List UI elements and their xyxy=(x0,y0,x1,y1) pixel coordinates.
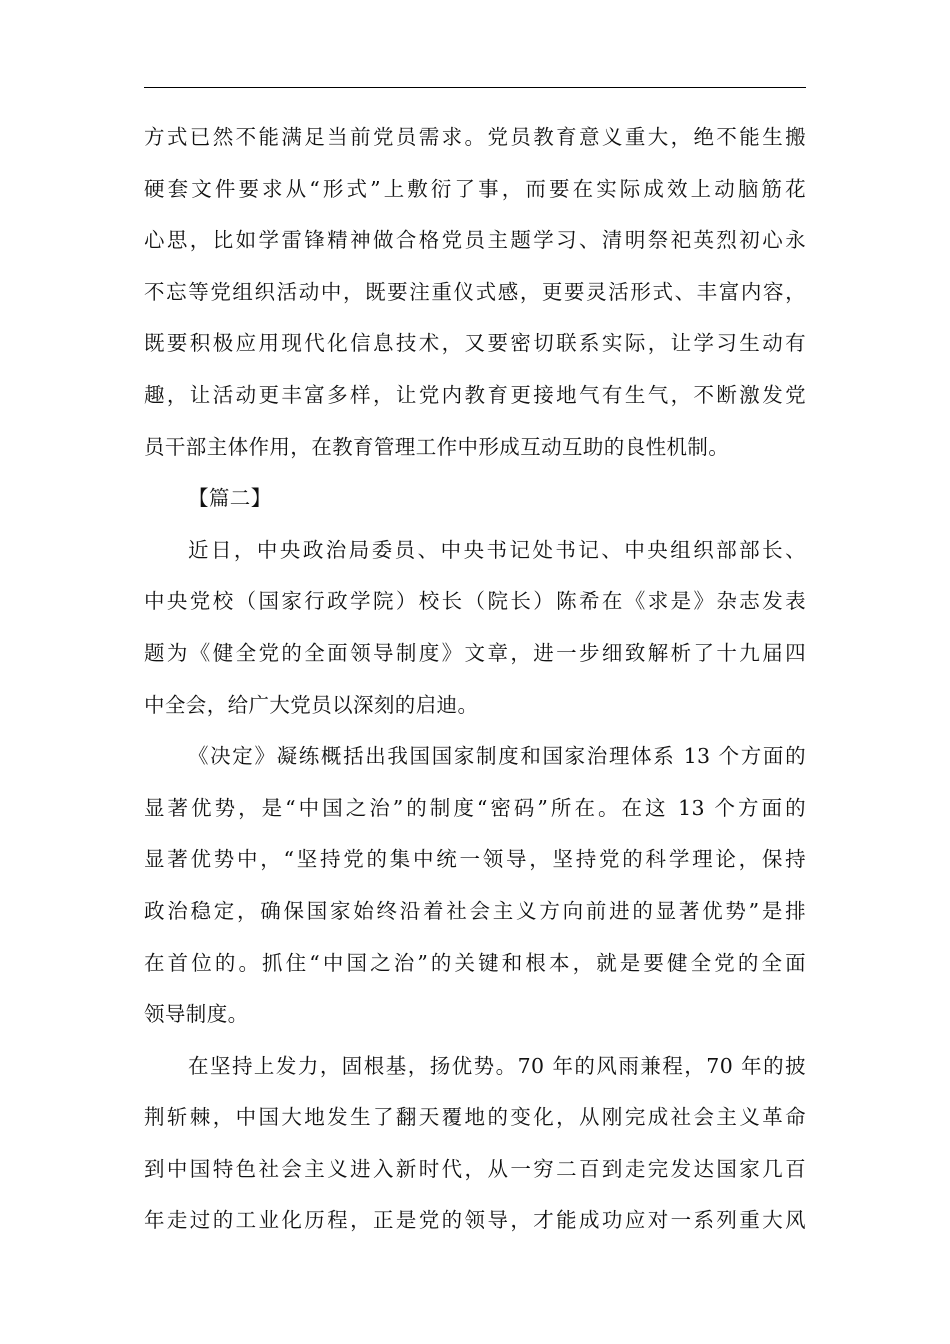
text-line: 荆斩棘，中国大地发生了翻天覆地的变化，从刚完成社会主义革命 xyxy=(144,1105,806,1130)
text-line: 员干部主体作用，在教育管理工作中形成互动互助的良性机制。 xyxy=(144,434,730,459)
text-line: 心思，比如学雷锋精神做合格党员主题学习、清明祭祀英烈初心永 xyxy=(144,228,806,253)
text-line: 在首位的。抓住“中国之治”的关键和根本，就是要健全党的全面 xyxy=(144,950,806,975)
text-line: 中全会，给广大党员以深刻的启迪。 xyxy=(144,692,479,717)
text-line: 既要积极应用现代化信息技术，又要密切联系实际，让学习生动有 xyxy=(144,331,806,356)
text-line: 方式已然不能满足当前党员需求。党员教育意义重大，绝不能生搬 xyxy=(144,125,806,149)
text-line: 硬套文件要求从“形式”上敷衍了事，而要在实际成效上动脑筋花 xyxy=(144,176,806,201)
text-line: 题为《健全党的全面领导制度》文章，进一步细致解析了十九届四 xyxy=(144,640,806,665)
section-heading: 【篇二】 xyxy=(188,486,272,511)
text-line: 显著优势，是“中国之治”的制度“密码”所在。在这 13 个方面的 xyxy=(144,795,806,820)
text-line: 不忘等党组织活动中，既要注重仪式感，更要灵活形式、丰富内容， xyxy=(144,279,806,304)
text-line: 显著优势中，“坚持党的集中统一领导，坚持党的科学理论，保持 xyxy=(144,847,806,872)
document-body xyxy=(144,112,806,1247)
text-line: 领导制度。 xyxy=(144,1002,249,1027)
text-line: 中央党校（国家行政学院）校长（院长）陈希在《求是》杂志发表 xyxy=(144,589,806,614)
header-rule xyxy=(144,87,806,88)
text-line: 在坚持上发力，固根基，扬优势。70 年的风雨兼程，70 年的披 xyxy=(188,1053,806,1078)
text-line: 趣，让活动更丰富多样，让党内教育更接地气有生气，不断激发党 xyxy=(144,382,806,407)
text-line: 年走过的工业化历程，正是党的领导，才能成功应对一系列重大风 xyxy=(144,1208,806,1233)
text-line: 到中国特色社会主义进入新时代，从一穷二百到走完发达国家几百 xyxy=(144,1156,806,1181)
text-line: 《决定》凝练概括出我国国家制度和国家治理体系 13 个方面的 xyxy=(188,744,806,769)
text-line: 近日，中央政治局委员、中央书记处书记、中央组织部部长、 xyxy=(188,537,806,562)
text-line: 政治稳定，确保国家始终沿着社会主义方向前进的显著优势”是排 xyxy=(144,898,806,923)
